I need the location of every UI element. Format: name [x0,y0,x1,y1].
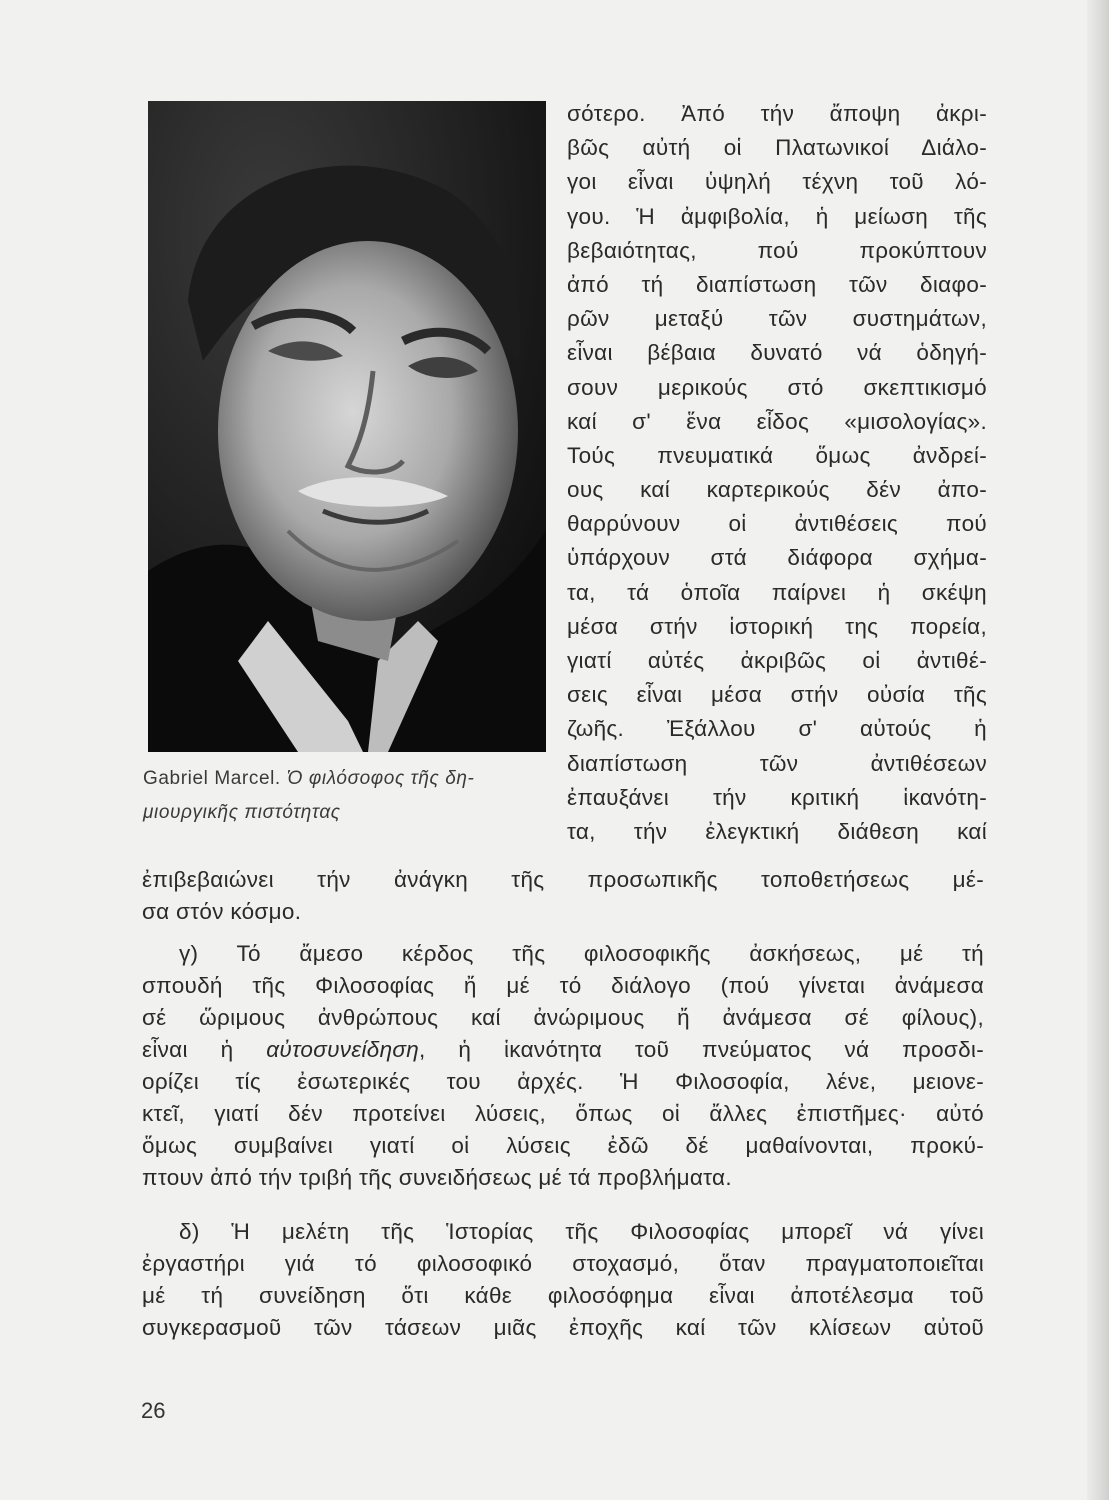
body-line: γ) Τό ἄμεσο κέρδος τῆς φιλοσοφικῆς ἀσκήσεως, μέ τή [179,941,984,966]
paragraph-d [142,1216,984,1344]
column-line: σότερο. Ἀπό τήν ἄποψη ἀκρι- [567,101,987,126]
body-line: σέ ὥριμους ἀνθρώπους καί ἀνώριμους ἤ ἀνάμεσα σέ φίλους), [142,1005,984,1030]
photo-caption [143,762,553,830]
page-number: 26 [141,1398,166,1423]
paragraph-continuation [142,864,984,928]
portrait-illustration [148,101,546,752]
body-line [142,1034,984,1066]
body-line: σα στόν κόσμο. [142,899,302,924]
column-line: καί σ' ἕνα εἶδος «μισολογίας». [567,408,987,434]
page-gutter-shadow [1087,0,1109,1500]
body-text: , ἡ ἱκανότητα τοῦ πνεύματος νά προσδι- [419,1037,985,1062]
caption-name: Gabriel Marcel. [143,768,281,789]
body-line: σπουδή τῆς Φιλοσοφίας ἤ μέ τό διάλογο (πού γίνεται ἀνάμεσα [142,973,984,998]
body-line: ἐπιβεβαιώνει τήν ἀνάγκη τῆς προσωπικῆς τοποθετήσεως μέ- [142,867,984,892]
column-line: βῶς αὐτή οἱ Πλατωνικοί Διάλο- [567,135,987,161]
body-line: πτουν ἀπό τήν τριβή τῆς συνειδήσεως μέ τά προβλήματα. [142,1165,732,1190]
column-line: ἐπαυξάνει τήν κριτική ἱκανότη- [567,784,987,810]
body-line: δ) Ἡ μελέτη τῆς Ἱστορίας τῆς Φιλοσοφίας μπορεῖ νά γίνει [179,1219,984,1244]
body-text: εἶναι ἡ [142,1037,267,1062]
column-line: ους καί καρτερικούς δέν ἀπο- [567,477,987,503]
column-line: γου. Ἡ ἀμφιβολία, ἡ μείωση τῆς [567,203,987,229]
column-line: Τούς πνευματικά ὅμως ἀνδρεί- [567,442,987,468]
column-line: μέσα στήν ἱστορική της πορεία, [567,613,987,639]
body-line: συγκερασμοῦ τῶν τάσεων μιᾶς ἐποχῆς καί τῶν κλίσεων αὐτοῦ [142,1315,984,1340]
body-line: κτεῖ, γιατί δέν προτείνει λύσεις, ὅπως οἱ ἄλλες ἐπιστῆμες· αὐτό [142,1101,984,1126]
emphasis-term: αὐτοσυνείδηση [266,1037,420,1062]
column-line: διαπίστωση τῶν ἀντιθέσεων [567,750,987,776]
column-line: ἀπό τή διαπίστωση τῶν διαφο- [567,271,987,297]
body-line: ἐργαστήρι γιά τό φιλοσοφικό στοχασμό, ὅταν πραγματοποιεῖται [142,1251,984,1276]
body-line: ὅμως συμβαίνει γιατί οἱ λύσεις ἐδῶ δέ μαθαίνονται, προκύ- [142,1133,984,1158]
portrait-photo [148,101,546,752]
column-line: τα, τά ὁποῖα παίρνει ἡ σκέψη [567,579,987,605]
column-line: ρῶν μεταξύ τῶν συστημάτων, [567,306,987,332]
column-line: βεβαιότητας, πού προκύπτουν [567,237,987,263]
column-line: γοι εἶναι ὑψηλή τέχνη τοῦ λό- [567,169,987,195]
column-line: θαρρύνουν οἱ ἀντιθέσεις πού [567,511,987,537]
body-line: ορίζει τίς ἐσωτερικές του ἀρχές. Ἡ Φιλοσοφία, λένε, μειονε- [142,1069,984,1094]
caption-text-line1: Ὁ φιλόσοφος τῆς δη- [286,768,475,789]
column-line: ζωῆς. Ἐξάλλου σ' αὐτούς ἡ [567,716,987,742]
column-line: ὑπάρχουν στά διάφορα σχήμα- [567,545,987,571]
body-line: μέ τή συνείδηση ὅτι κάθε φιλοσόφημα εἶναι ἀποτέλεσμα τοῦ [142,1283,984,1308]
column-line: εἶναι βέβαια δυνατό νά ὁδηγή- [567,340,987,366]
column-line: σεις εἶναι μέσα στήν οὐσία τῆς [567,682,987,708]
column-line: τα, τήν ἐλεγκτική διάθεση καί [567,818,987,844]
caption-text-line2: μιουργικῆς πιστότητας [143,802,341,823]
column-line: γιατί αὐτές ἀκριβῶς οἱ ἀντιθέ- [567,648,987,673]
right-column-text [567,97,987,849]
column-line: σουν μερικούς στό σκεπτικισμό [567,374,987,400]
paragraph-g [142,938,984,1194]
